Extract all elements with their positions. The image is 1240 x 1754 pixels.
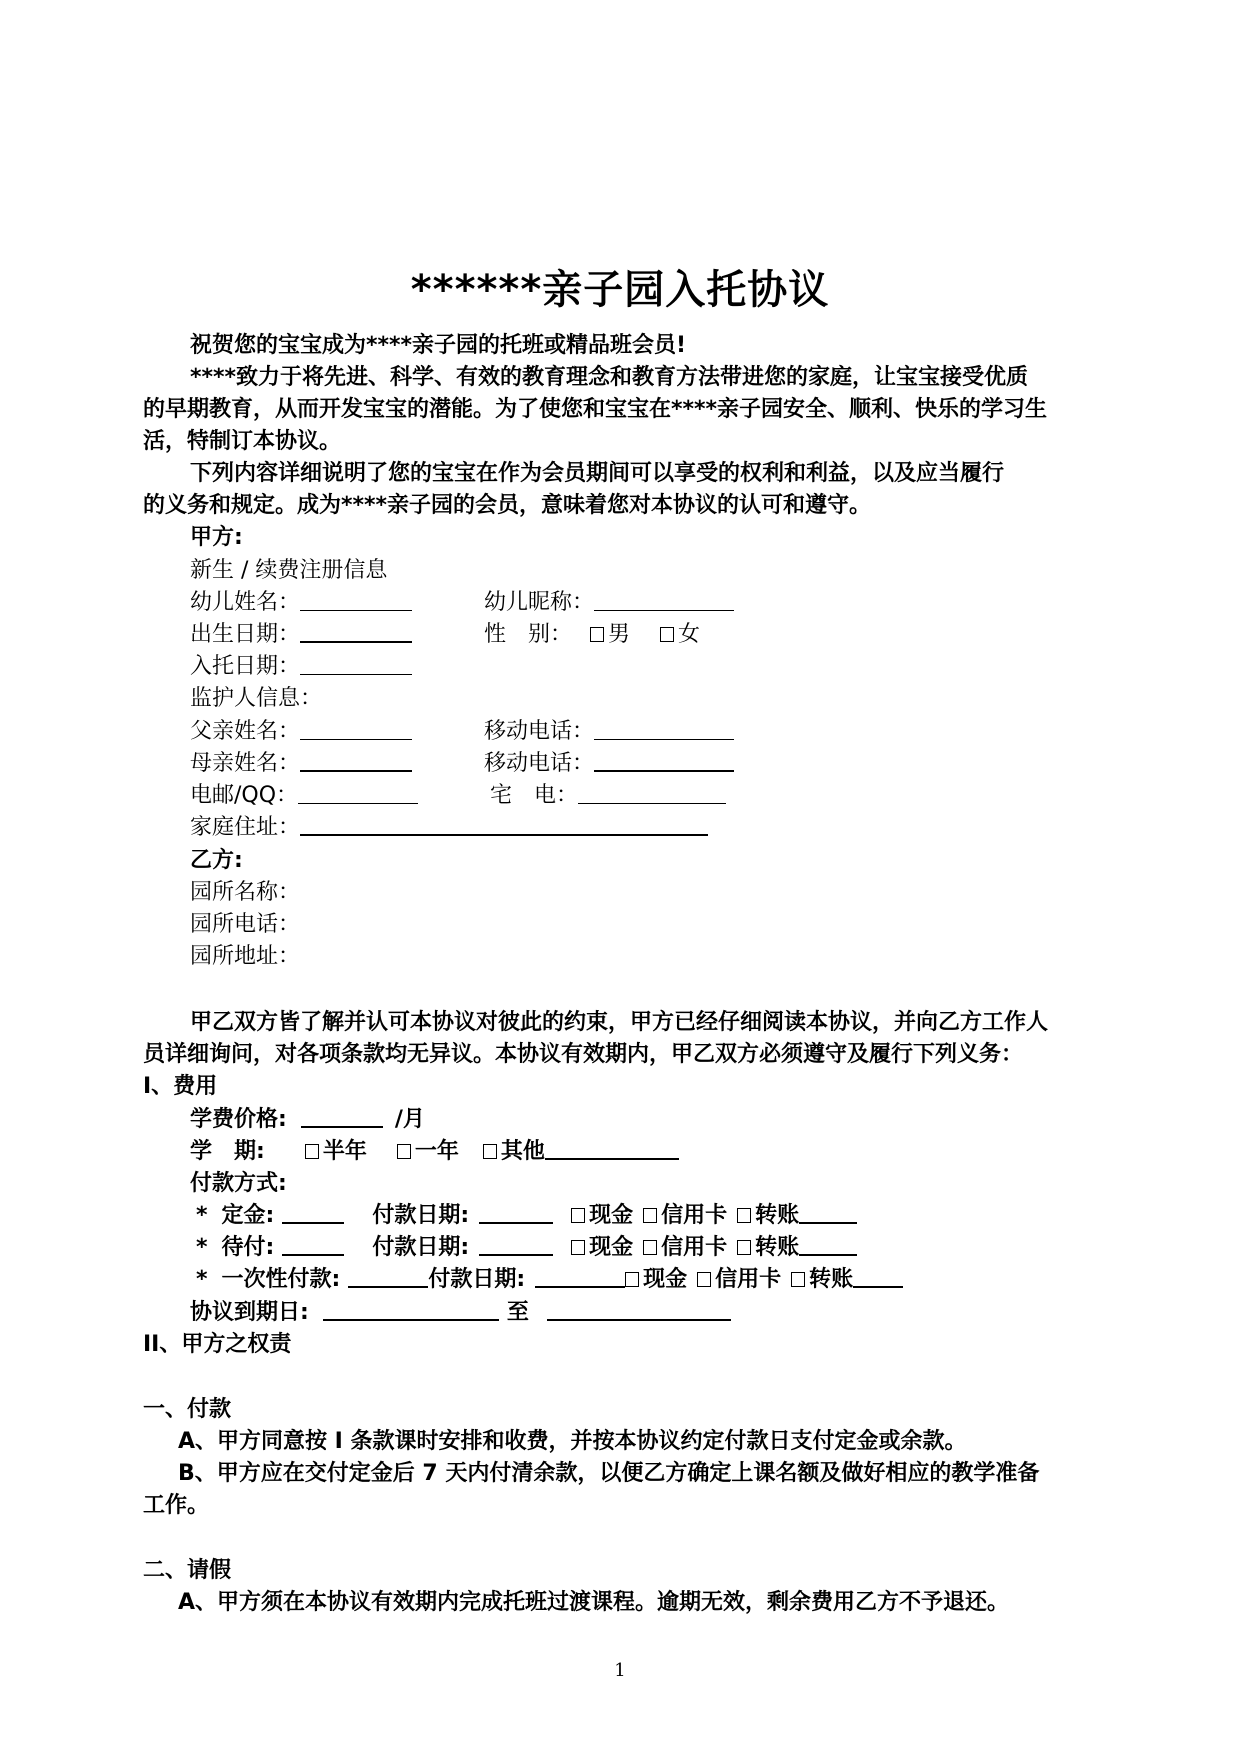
term-label: 学 期:: [190, 1139, 265, 1164]
registration-info-label: 新生 / 续费注册信息: [190, 558, 388, 583]
lump-sum-field[interactable]: [348, 1264, 428, 1288]
tuition-row: [190, 1104, 425, 1136]
credit-card-checkbox[interactable]: [697, 1272, 711, 1287]
transfer-label: 转账: [755, 1235, 800, 1260]
email-row: [190, 780, 418, 812]
home-phone-label: 宅 电：: [490, 783, 579, 808]
father-mobile-row: [484, 716, 734, 748]
deposit-field[interactable]: [282, 1200, 344, 1224]
female-label: 女: [678, 622, 701, 647]
other-term-field[interactable]: [545, 1136, 679, 1160]
email-label: 电邮/QQ：: [190, 783, 299, 808]
term-row: [190, 1136, 679, 1168]
father-mobile-field[interactable]: [594, 717, 734, 740]
home-phone-field[interactable]: [578, 781, 726, 804]
male-checkbox[interactable]: [590, 627, 604, 642]
address-row: [190, 812, 708, 844]
mother-mobile-row: [484, 748, 734, 780]
address-field[interactable]: [300, 812, 708, 836]
leave-clause-a: A、甲方须在本协议有效期内完成托班过渡课程。逾期无效，剩余费用乙方不予退还。: [178, 1590, 1010, 1615]
star-bullet: *: [196, 1267, 208, 1292]
transfer-label: 转账: [755, 1203, 800, 1228]
star-bullet: *: [196, 1235, 208, 1260]
payment-method-label: 付款方式:: [190, 1171, 287, 1196]
lump-sum-row: [196, 1264, 903, 1296]
child-name-label: 幼儿姓名：: [190, 590, 301, 615]
cash-checkbox[interactable]: [625, 1272, 639, 1287]
party-a-heading: 甲方:: [190, 525, 243, 550]
pay-date-label: 付款日期:: [372, 1235, 470, 1260]
pay-date-label: 付款日期:: [428, 1267, 526, 1292]
home-phone-row: [490, 780, 726, 812]
rights-heading: II、甲方之权责: [143, 1332, 292, 1357]
kindergarten-phone-label: 园所电话：: [190, 912, 301, 937]
enroll-date-row: [190, 651, 412, 683]
transfer-checkbox[interactable]: [791, 1272, 805, 1287]
credit-card-checkbox[interactable]: [643, 1240, 657, 1255]
deposit-date-field[interactable]: [479, 1200, 553, 1224]
to-label: 至: [506, 1300, 529, 1325]
balance-date-field[interactable]: [479, 1232, 553, 1256]
deposit-row: [196, 1200, 857, 1232]
document-title: ******亲子园入托协议: [410, 267, 830, 313]
father-name-row: [190, 716, 412, 748]
credit-card-label: 信用卡: [661, 1235, 728, 1260]
balance-row: [196, 1232, 857, 1264]
email-field[interactable]: [298, 781, 418, 804]
deposit-label: 定金:: [221, 1203, 275, 1228]
address-label: 家庭住址：: [190, 815, 301, 840]
credit-card-checkbox[interactable]: [643, 1208, 657, 1223]
other-term-label: 其他: [500, 1139, 545, 1164]
transfer-field[interactable]: [799, 1200, 857, 1224]
cash-label: 现金: [589, 1235, 634, 1260]
expiry-start-field[interactable]: [323, 1297, 499, 1321]
party-b-heading: 乙方:: [190, 848, 243, 873]
child-name-field[interactable]: [300, 588, 412, 611]
intro-paragraph-line: 的义务和规定。成为****亲子园的会员，意味着您对本协议的认可和遵守。: [143, 493, 872, 518]
father-name-field[interactable]: [300, 717, 412, 740]
expiry-row: [190, 1297, 731, 1329]
intro-paragraph-line: 下列内容详细说明了您的宝宝在作为会员期间可以享受的权利和利益，以及应当履行: [190, 461, 1005, 486]
balance-label: 待付:: [221, 1235, 275, 1260]
nickname-label: 幼儿昵称：: [484, 590, 595, 615]
tuition-field[interactable]: [301, 1104, 383, 1128]
enroll-date-label: 入托日期：: [190, 654, 301, 679]
payment-section-heading: 一、付款: [143, 1397, 232, 1422]
payment-clause-b-continued: 工作。: [143, 1493, 210, 1518]
expiry-label: 协议到期日:: [190, 1300, 309, 1325]
mother-name-row: [190, 748, 412, 780]
credit-card-label: 信用卡: [715, 1267, 782, 1292]
mother-mobile-label: 移动电话：: [484, 751, 595, 776]
female-checkbox[interactable]: [660, 627, 674, 642]
transfer-field[interactable]: [799, 1232, 857, 1256]
star-bullet: *: [196, 1203, 208, 1228]
one-year-label: 一年: [414, 1139, 459, 1164]
lump-sum-date-field[interactable]: [535, 1264, 625, 1288]
male-label: 男: [608, 622, 631, 647]
pay-date-label: 付款日期:: [372, 1203, 470, 1228]
kindergarten-name-label: 园所名称：: [190, 880, 301, 905]
leave-section-heading: 二、请假: [143, 1558, 232, 1583]
intro-congrats: 祝贺您的宝宝成为****亲子园的托班或精品班会员!: [190, 333, 687, 358]
agreement-line: 员详细询问，对各项条款均无异议。本协议有效期内，甲乙双方必须遵守及履行下列义务：: [143, 1042, 1024, 1067]
mother-name-label: 母亲姓名：: [190, 751, 301, 776]
payment-clause-a: A、甲方同意按 I 条款课时安排和收费，并按本协议约定付款日支付定金或余款。: [178, 1429, 967, 1454]
per-month-label: /月: [394, 1107, 425, 1132]
page-number: 1: [614, 1660, 626, 1681]
nickname-row: [484, 587, 734, 619]
nickname-field[interactable]: [594, 588, 734, 611]
mother-name-field[interactable]: [300, 748, 412, 772]
lump-sum-label: 一次性付款:: [221, 1267, 341, 1292]
other-term-checkbox[interactable]: [483, 1144, 497, 1159]
transfer-checkbox[interactable]: [737, 1240, 751, 1255]
father-name-label: 父亲姓名：: [190, 719, 301, 744]
balance-field[interactable]: [282, 1232, 344, 1256]
expiry-end-field[interactable]: [547, 1297, 731, 1321]
cash-checkbox[interactable]: [571, 1208, 585, 1223]
tuition-label: 学费价格:: [190, 1107, 287, 1132]
mother-mobile-field[interactable]: [594, 748, 734, 772]
credit-card-label: 信用卡: [661, 1203, 728, 1228]
cash-label: 现金: [643, 1267, 688, 1292]
enroll-date-field[interactable]: [300, 652, 412, 675]
intro-paragraph-line: 的早期教育，从而开发宝宝的潜能。为了使您和宝宝在****亲子园安全、顺利、快乐的学习生: [143, 397, 1048, 422]
birth-date-field[interactable]: [300, 619, 412, 643]
transfer-label: 转账: [809, 1267, 854, 1292]
transfer-field[interactable]: [853, 1264, 903, 1288]
intro-paragraph-line: ****致力于将先进、科学、有效的教育理念和教育方法带进您的家庭，让宝宝接受优质: [190, 365, 1029, 390]
fees-heading: I、费用: [143, 1074, 218, 1099]
birth-date-row: [190, 619, 412, 651]
transfer-checkbox[interactable]: [737, 1208, 751, 1223]
gender-row: [484, 619, 700, 651]
father-mobile-label: 移动电话：: [484, 719, 595, 744]
birth-date-label: 出生日期：: [190, 622, 301, 647]
kindergarten-address-label: 园所地址：: [190, 944, 301, 969]
intro-paragraph-line: 活，特制订本协议。: [143, 429, 342, 454]
cash-label: 现金: [589, 1203, 634, 1228]
half-year-label: 半年: [322, 1139, 367, 1164]
child-name-row: [190, 587, 412, 619]
one-year-checkbox[interactable]: [397, 1144, 411, 1159]
payment-clause-b: B、甲方应在交付定金后 7 天内付清余款，以便乙方确定上课名额及做好相应的教学准备: [178, 1461, 1040, 1486]
guardian-info-label: 监护人信息：: [190, 686, 323, 711]
agreement-line: 甲乙双方皆了解并认可本协议对彼此的约束，甲方已经仔细阅读本协议，并向乙方工作人: [190, 1010, 1049, 1035]
cash-checkbox[interactable]: [571, 1240, 585, 1255]
gender-label: 性 别：: [484, 622, 573, 647]
half-year-checkbox[interactable]: [305, 1144, 319, 1159]
